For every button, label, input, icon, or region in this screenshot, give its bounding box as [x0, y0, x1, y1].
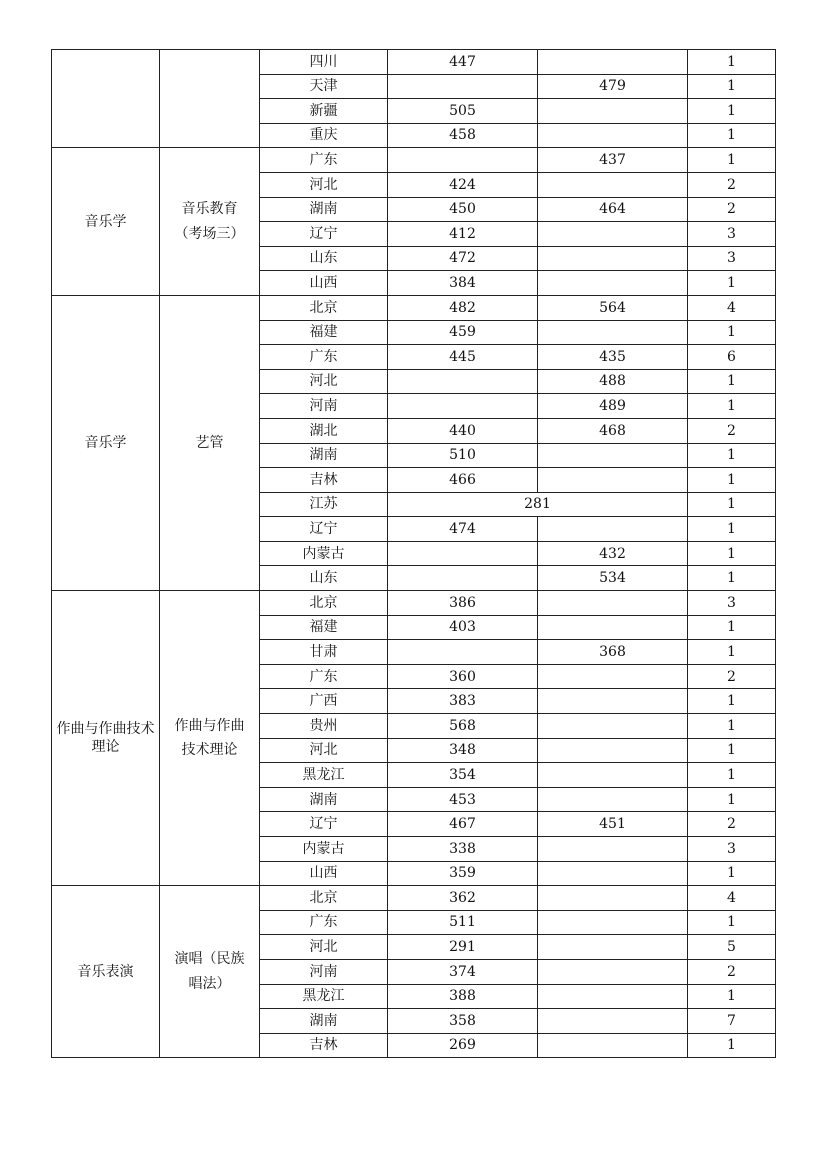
score-cell-a [388, 566, 538, 591]
province-cell: 湖南 [260, 443, 388, 468]
score-cell-a: 338 [388, 837, 538, 862]
score-cell-a: 467 [388, 812, 538, 837]
province-cell: 广东 [260, 148, 388, 173]
score-cell-a: 466 [388, 468, 538, 493]
score-cell-a [388, 640, 538, 665]
province-cell: 广东 [260, 345, 388, 370]
count-cell: 1 [688, 50, 776, 75]
count-cell: 1 [688, 468, 776, 493]
score-cell-b [538, 1033, 688, 1058]
score-cell-b: 464 [538, 197, 688, 222]
score-cell-b [538, 591, 688, 616]
province-cell: 河南 [260, 394, 388, 419]
score-cell-a: 424 [388, 172, 538, 197]
province-cell: 贵州 [260, 714, 388, 739]
count-cell: 1 [688, 787, 776, 812]
score-cell-b: 437 [538, 148, 688, 173]
score-cell-a: 386 [388, 591, 538, 616]
score-cell-b [538, 689, 688, 714]
count-cell: 7 [688, 1009, 776, 1034]
table-row [52, 148, 776, 173]
table-row [52, 591, 776, 616]
score-cell-a: 360 [388, 664, 538, 689]
score-cell-a: 568 [388, 714, 538, 739]
score-cell-b [538, 468, 688, 493]
count-cell: 1 [688, 443, 776, 468]
score-cell-a: 388 [388, 984, 538, 1009]
count-cell: 1 [688, 123, 776, 148]
score-cell-a: 359 [388, 861, 538, 886]
score-cell-a: 291 [388, 935, 538, 960]
score-cell-b [538, 886, 688, 911]
province-cell: 福建 [260, 615, 388, 640]
count-cell: 1 [688, 492, 776, 517]
direction-cell [160, 50, 260, 148]
count-cell: 1 [688, 148, 776, 173]
province-cell: 福建 [260, 320, 388, 345]
score-cell-a: 348 [388, 738, 538, 763]
score-cell-a: 447 [388, 50, 538, 75]
direction-line: 艺管 [195, 434, 224, 451]
score-cell-b: 488 [538, 369, 688, 394]
score-cell-a [388, 148, 538, 173]
score-cell-a: 412 [388, 222, 538, 247]
score-cell-b: 432 [538, 541, 688, 566]
score-cell-a: 384 [388, 271, 538, 296]
score-cell-b [538, 984, 688, 1009]
count-cell: 2 [688, 812, 776, 837]
score-cell-a: 383 [388, 689, 538, 714]
count-cell: 2 [688, 172, 776, 197]
score-cell-b [538, 910, 688, 935]
score-cell-b [538, 664, 688, 689]
score-cell-a [388, 541, 538, 566]
province-cell: 四川 [260, 50, 388, 75]
count-cell: 1 [688, 640, 776, 665]
score-cell-b: 368 [538, 640, 688, 665]
major-cell: 音乐学 [52, 295, 160, 590]
count-cell: 1 [688, 271, 776, 296]
province-cell: 山东 [260, 566, 388, 591]
score-cell-b: 534 [538, 566, 688, 591]
province-cell: 山西 [260, 861, 388, 886]
direction-line: 技术理论 [181, 742, 238, 759]
direction-line: （考场三） [174, 225, 245, 242]
count-cell: 1 [688, 99, 776, 124]
score-cell-a: 362 [388, 886, 538, 911]
count-cell: 3 [688, 591, 776, 616]
province-cell: 甘肃 [260, 640, 388, 665]
count-cell: 1 [688, 394, 776, 419]
province-cell: 天津 [260, 74, 388, 99]
score-cell-a: 440 [388, 418, 538, 443]
count-cell: 1 [688, 517, 776, 542]
score-cell-a: 403 [388, 615, 538, 640]
province-cell: 广东 [260, 910, 388, 935]
table-row [52, 295, 776, 320]
province-cell: 北京 [260, 886, 388, 911]
score-cell-b [538, 271, 688, 296]
score-cell-a: 374 [388, 959, 538, 984]
score-cell-b: 564 [538, 295, 688, 320]
province-cell: 湖南 [260, 787, 388, 812]
province-cell: 吉林 [260, 468, 388, 493]
count-cell: 1 [688, 320, 776, 345]
count-cell: 6 [688, 345, 776, 370]
major-cell: 音乐学 [52, 148, 160, 296]
score-cell-b [538, 861, 688, 886]
province-cell: 湖北 [260, 418, 388, 443]
major-cell [52, 50, 160, 148]
province-cell: 黑龙江 [260, 984, 388, 1009]
score-cell-b [538, 172, 688, 197]
province-cell: 内蒙古 [260, 837, 388, 862]
score-cell-a: 445 [388, 345, 538, 370]
score-cell-b [538, 246, 688, 271]
score-cell-b [538, 1009, 688, 1034]
count-cell: 4 [688, 295, 776, 320]
province-cell: 新疆 [260, 99, 388, 124]
province-cell: 山东 [260, 246, 388, 271]
score-cell-b [538, 320, 688, 345]
major-cell: 音乐表演 [52, 886, 160, 1058]
count-cell: 1 [688, 689, 776, 714]
province-cell: 黑龙江 [260, 763, 388, 788]
count-cell: 4 [688, 886, 776, 911]
score-cell-a [388, 394, 538, 419]
count-cell: 1 [688, 910, 776, 935]
score-cell-b [538, 837, 688, 862]
count-cell: 3 [688, 246, 776, 271]
score-cell-b [538, 123, 688, 148]
score-cell-b [538, 615, 688, 640]
count-cell: 1 [688, 369, 776, 394]
count-cell: 3 [688, 837, 776, 862]
direction-line: 作曲与作曲 [174, 717, 245, 734]
score-cell-a: 269 [388, 1033, 538, 1058]
score-cell-b [538, 714, 688, 739]
score-cell-b: 435 [538, 345, 688, 370]
province-cell: 辽宁 [260, 812, 388, 837]
province-cell: 江苏 [260, 492, 388, 517]
direction-cell [160, 148, 260, 296]
direction-cell [160, 886, 260, 1058]
score-cell-b [538, 99, 688, 124]
count-cell: 2 [688, 664, 776, 689]
direction-cell [160, 295, 260, 590]
count-cell: 1 [688, 984, 776, 1009]
score-cell-a: 482 [388, 295, 538, 320]
major-cell: 作曲与作曲技术理论 [52, 591, 160, 886]
score-cell-b: 489 [538, 394, 688, 419]
direction-cell [160, 591, 260, 886]
province-cell: 河北 [260, 369, 388, 394]
count-cell: 2 [688, 418, 776, 443]
admission-score-table [51, 49, 776, 1058]
province-cell: 河北 [260, 935, 388, 960]
province-cell: 北京 [260, 591, 388, 616]
direction-line: 音乐教育 [181, 201, 238, 218]
province-cell: 湖南 [260, 1009, 388, 1034]
score-cell-b [538, 738, 688, 763]
count-cell: 1 [688, 74, 776, 99]
province-cell: 广西 [260, 689, 388, 714]
count-cell: 1 [688, 861, 776, 886]
score-cell-b [538, 50, 688, 75]
score-cell-a: 453 [388, 787, 538, 812]
count-cell: 2 [688, 197, 776, 222]
count-cell: 1 [688, 566, 776, 591]
province-cell: 山西 [260, 271, 388, 296]
count-cell: 1 [688, 738, 776, 763]
score-cell-a [388, 369, 538, 394]
direction-line: 演唱（民族 [174, 951, 245, 968]
score-cell-b [538, 517, 688, 542]
score-cell-b [538, 935, 688, 960]
score-cell-a: 474 [388, 517, 538, 542]
score-cell-a: 472 [388, 246, 538, 271]
province-cell: 吉林 [260, 1033, 388, 1058]
score-cell-a: 510 [388, 443, 538, 468]
province-cell: 辽宁 [260, 222, 388, 247]
count-cell: 5 [688, 935, 776, 960]
score-cell-a [388, 74, 538, 99]
score-cell-a: 358 [388, 1009, 538, 1034]
count-cell: 2 [688, 959, 776, 984]
score-cell-b [538, 763, 688, 788]
score-cell-a: 505 [388, 99, 538, 124]
count-cell: 1 [688, 615, 776, 640]
province-cell: 河北 [260, 172, 388, 197]
count-cell: 1 [688, 714, 776, 739]
score-cell-b: 451 [538, 812, 688, 837]
score-cell-b: 468 [538, 418, 688, 443]
province-cell: 河南 [260, 959, 388, 984]
table-row [52, 886, 776, 911]
score-cell-a: 450 [388, 197, 538, 222]
province-cell: 辽宁 [260, 517, 388, 542]
table-row [52, 50, 776, 75]
score-cell-b [538, 787, 688, 812]
score-cell-a: 354 [388, 763, 538, 788]
province-cell: 重庆 [260, 123, 388, 148]
table-body [52, 50, 776, 1058]
direction-line: 唱法） [188, 975, 231, 992]
count-cell: 3 [688, 222, 776, 247]
score-cell-a: 511 [388, 910, 538, 935]
score-cell-b [538, 959, 688, 984]
province-cell: 北京 [260, 295, 388, 320]
count-cell: 1 [688, 541, 776, 566]
province-cell: 广东 [260, 664, 388, 689]
count-cell: 1 [688, 1033, 776, 1058]
score-cell-b [538, 222, 688, 247]
province-cell: 湖南 [260, 197, 388, 222]
score-cell-a: 459 [388, 320, 538, 345]
province-cell: 内蒙古 [260, 541, 388, 566]
score-cell-merged: 281 [388, 492, 688, 517]
score-cell-a: 458 [388, 123, 538, 148]
score-cell-b: 479 [538, 74, 688, 99]
score-cell-b [538, 443, 688, 468]
count-cell: 1 [688, 763, 776, 788]
province-cell: 河北 [260, 738, 388, 763]
